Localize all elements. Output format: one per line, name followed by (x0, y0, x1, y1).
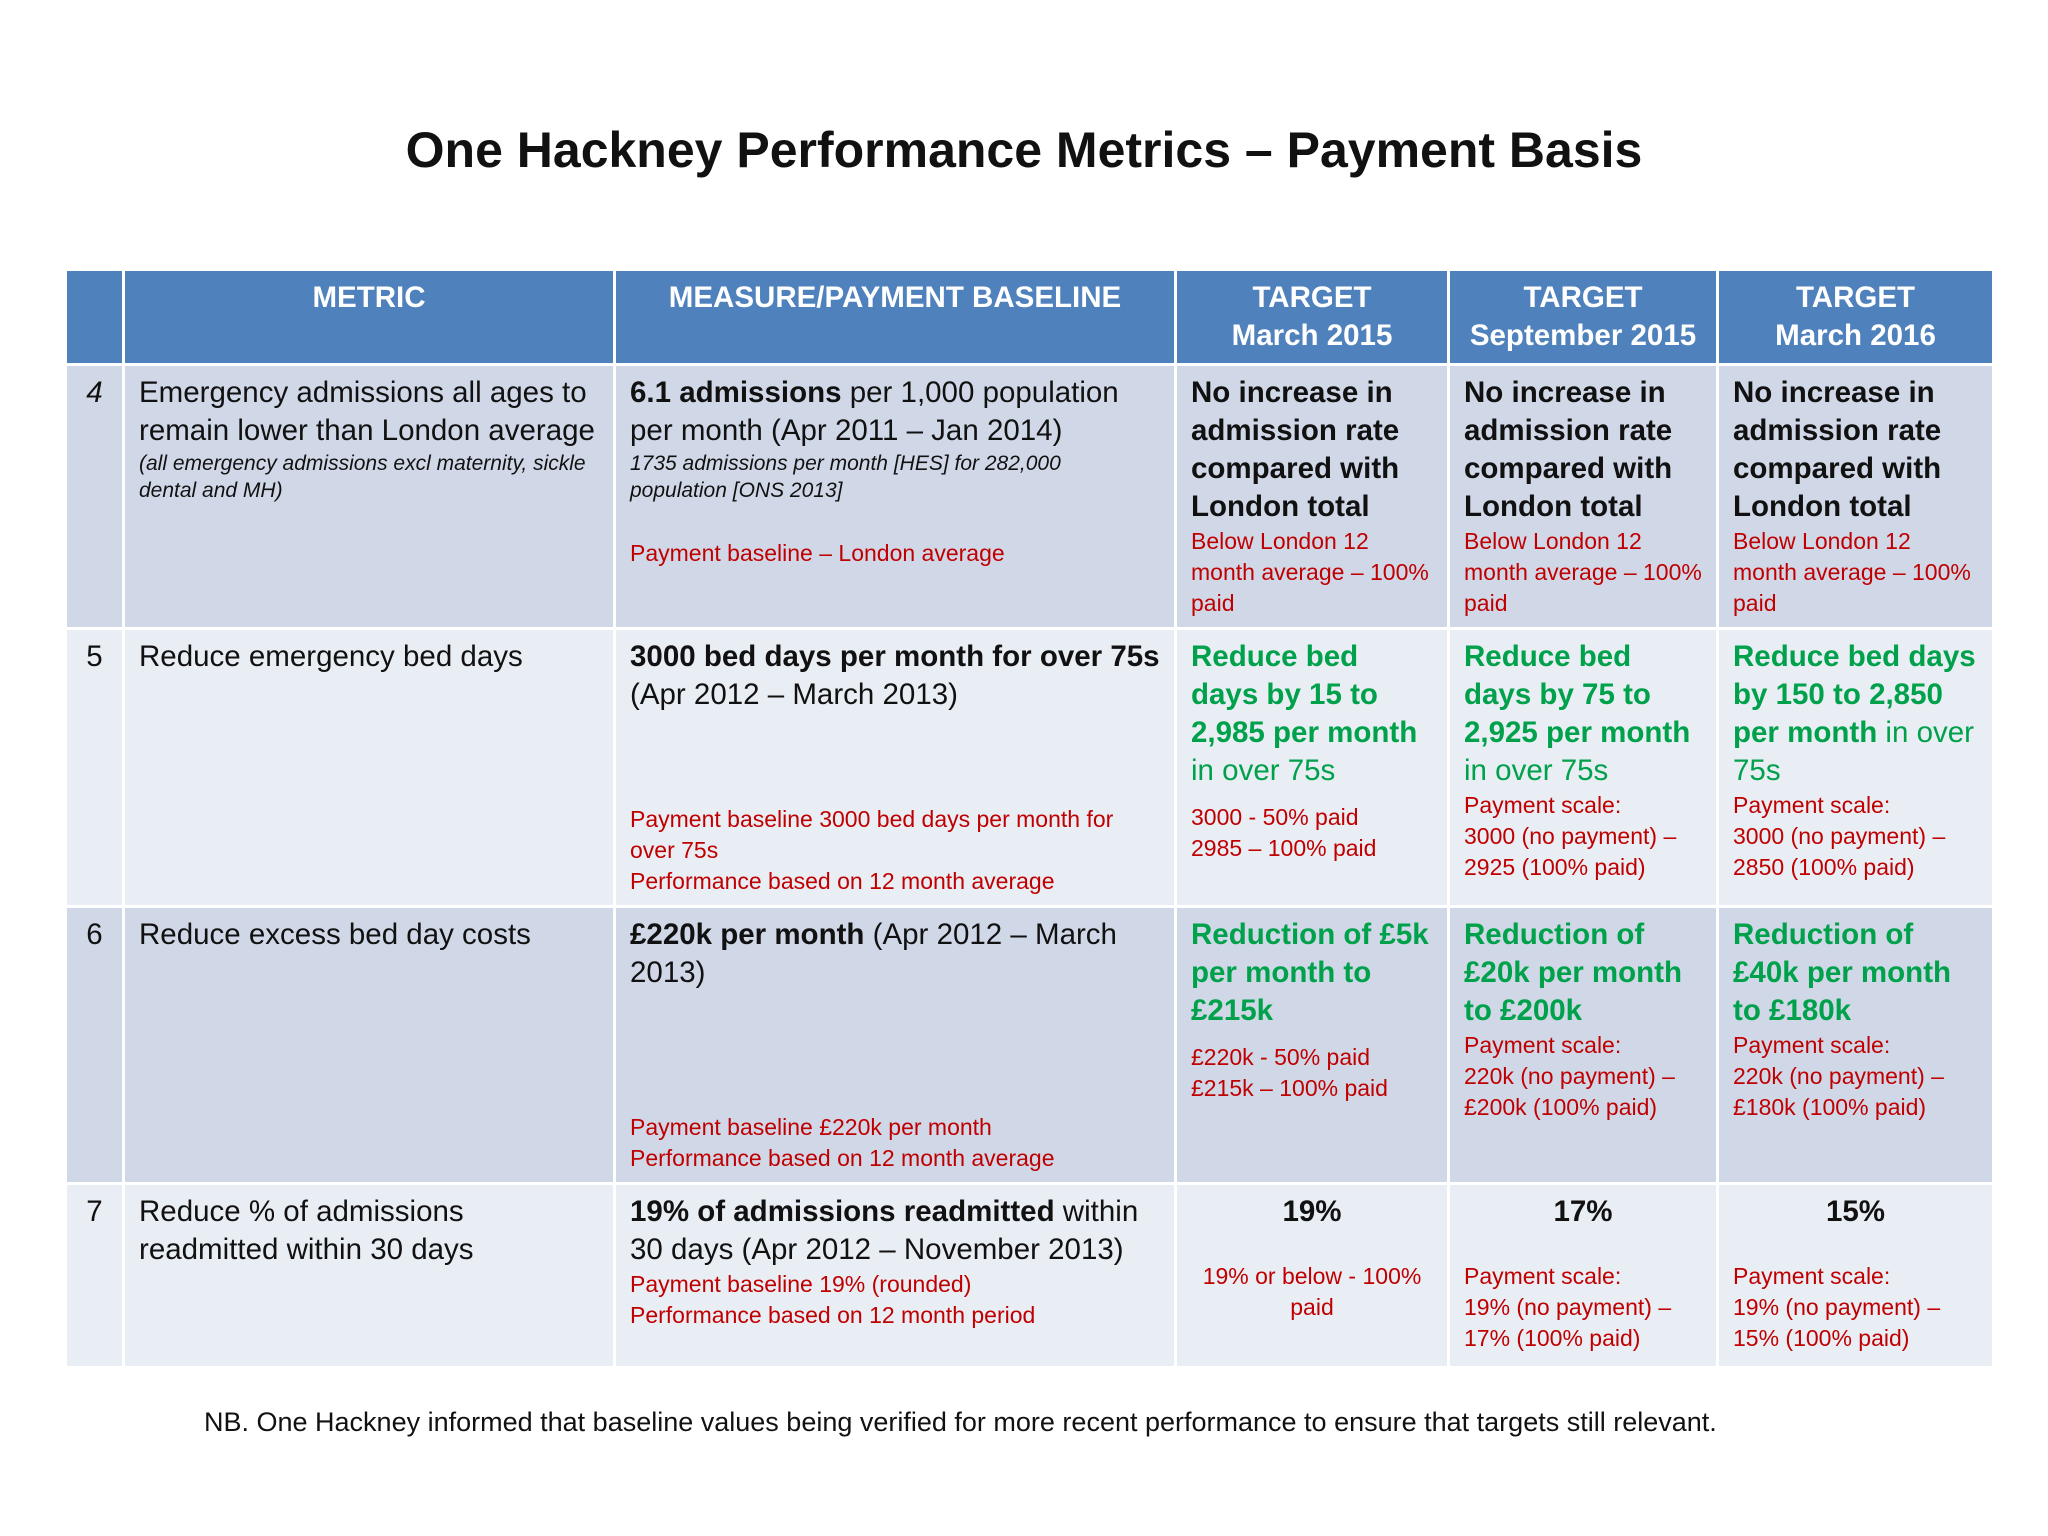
page-title: One Hackney Performance Metrics – Payment Basis (405, 122, 1643, 178)
payment-baseline: Payment baseline £220k per month (630, 1114, 992, 1140)
target-text: Reduce bed days by 75 to 2,925 per month in over 75s (1464, 640, 1691, 787)
payment-terms: 19% (no payment) – 17% (100% paid) (1464, 1294, 1672, 1351)
header-target-date: March 2015 (1231, 319, 1393, 352)
table-row (66, 1184, 1994, 1368)
target-cell (1449, 907, 1718, 1184)
performance-basis: Performance based on 12 month average (630, 1145, 1055, 1171)
target-cell (1449, 629, 1718, 907)
payment-terms: Payment scale: (1464, 1263, 1622, 1289)
target-text: Reduce bed days by 150 to 2,850 per month in over 75s (1733, 640, 1976, 787)
performance-basis: Performance based on 12 month average (630, 868, 1055, 894)
target-text: No increase in admission rate compared with London total (1733, 376, 1942, 523)
payment-terms: Below London 12 month average – 100% paid (1464, 528, 1702, 616)
target-text: No increase in admission rate compared with London total (1191, 376, 1400, 523)
payment-baseline: Payment baseline – London average (630, 540, 1005, 566)
header-target-date: September 2015 (1469, 319, 1697, 352)
header-target-label: TARGET (1523, 281, 1643, 314)
measure-note: 1735 admissions per month [HES] for 282,000 population [ONS 2013] (630, 452, 1061, 502)
metrics-table (64, 268, 1995, 1369)
target-cell (1718, 1184, 1994, 1368)
metric-text: Reduce % of admissions readmitted within 30 days (139, 1195, 474, 1266)
payment-terms: Below London 12 month average – 100% paid (1191, 528, 1429, 616)
target-cell (1176, 365, 1449, 629)
footnote: NB. One Hackney informed that baseline values being verified for more recent performance to ensure that targets still relevant. (204, 1407, 1717, 1437)
header-target-label: TARGET (1795, 281, 1916, 314)
payment-terms: 2985 – 100% paid (1191, 835, 1377, 861)
row-number: 6 (66, 907, 124, 1184)
payment-terms: Payment scale: (1464, 1032, 1622, 1058)
metric-text: Reduce emergency bed days (139, 640, 523, 673)
header-target-march-2016 (1718, 270, 1994, 365)
payment-baseline: Payment baseline 19% (rounded) (630, 1271, 972, 1297)
metric-cell (124, 907, 615, 1184)
payment-terms: 3000 (no payment) – 2850 (100% paid) (1733, 823, 1946, 880)
header-measure: MEASURE/PAYMENT BASELINE (615, 270, 1176, 365)
header-target-september-2015 (1449, 270, 1718, 365)
payment-terms: 3000 - 50% paid (1191, 804, 1359, 830)
target-text: Reduction of £20k per month to £200k (1464, 918, 1683, 1027)
row-number: 7 (66, 1184, 124, 1368)
target-cell (1718, 365, 1994, 629)
measure-cell (615, 629, 1176, 907)
row-number: 5 (66, 629, 124, 907)
payment-terms: Below London 12 month average – 100% paid (1733, 528, 1971, 616)
header-target-label: TARGET (1252, 281, 1372, 314)
measure-text: 19% of admissions readmitted within 30 days (Apr 2012 – November 2013) (630, 1195, 1139, 1266)
measure-text: 6.1 admissions per 1,000 population per month (Apr 2011 – Jan 2014) (630, 376, 1119, 447)
target-cell (1718, 629, 1994, 907)
payment-terms: Payment scale: (1733, 792, 1891, 818)
payment-baseline: Payment baseline 3000 bed days per month for over 75s (630, 806, 1114, 863)
payment-terms: 220k (no payment) – £200k (100% paid) (1464, 1063, 1675, 1120)
measure-cell (615, 907, 1176, 1184)
header-row (66, 270, 1994, 365)
target-text: 17% (1553, 1195, 1613, 1228)
measure-cell (615, 365, 1176, 629)
table-row (66, 907, 1994, 1184)
metric-cell (124, 365, 615, 629)
performance-basis: Performance based on 12 month period (630, 1302, 1036, 1328)
target-cell (1718, 907, 1994, 1184)
target-text: Reduce bed days by 15 to 2,985 per month in over 75s (1191, 640, 1418, 787)
target-text: 15% (1825, 1195, 1886, 1228)
metric-cell (124, 629, 615, 907)
header-number (66, 270, 124, 365)
table-row (66, 629, 1994, 907)
target-text: Reduction of £40k per month to £180k (1733, 918, 1952, 1027)
target-cell (1176, 629, 1449, 907)
payment-terms: Payment scale: (1733, 1032, 1891, 1058)
payment-terms: 3000 (no payment) – 2925 (100% paid) (1464, 823, 1677, 880)
target-cell (1449, 365, 1718, 629)
header-target-march-2015 (1176, 270, 1449, 365)
target-cell (1176, 907, 1449, 1184)
measure-cell (615, 1184, 1176, 1368)
payment-terms: Payment scale: (1733, 1263, 1891, 1289)
target-text: Reduction of £5k per month to £215k (1191, 918, 1429, 1027)
metric-text: Reduce excess bed day costs (139, 918, 531, 951)
metric-text: Emergency admissions all ages to remain lower than London average (139, 376, 595, 447)
metric-note: (all emergency admissions excl maternity, sickle dental and MH) (139, 452, 586, 502)
target-text: 19% (1282, 1195, 1342, 1228)
payment-terms: £220k - 50% paid (1191, 1044, 1371, 1070)
payment-terms: 19% or below - 100% paid (1202, 1263, 1422, 1320)
target-text: No increase in admission rate compared with London total (1464, 376, 1673, 523)
header-metric: METRIC (124, 270, 615, 365)
payment-terms: Payment scale: (1464, 792, 1622, 818)
metric-cell (124, 1184, 615, 1368)
target-cell (1176, 1184, 1449, 1368)
header-target-date: March 2016 (1775, 319, 1936, 352)
payment-terms: £215k – 100% paid (1191, 1075, 1388, 1101)
measure-text: £220k per month (Apr 2012 – March 2013) (630, 918, 1117, 989)
payment-terms: 220k (no payment) – £180k (100% paid) (1733, 1063, 1944, 1120)
table-row (66, 365, 1994, 629)
payment-terms: 19% (no payment) – 15% (100% paid) (1733, 1294, 1941, 1351)
target-cell (1449, 1184, 1718, 1368)
measure-text: 3000 bed days per month for over 75s (Apr 2012 – March 2013) (630, 640, 1160, 711)
row-number: 4 (66, 365, 124, 629)
